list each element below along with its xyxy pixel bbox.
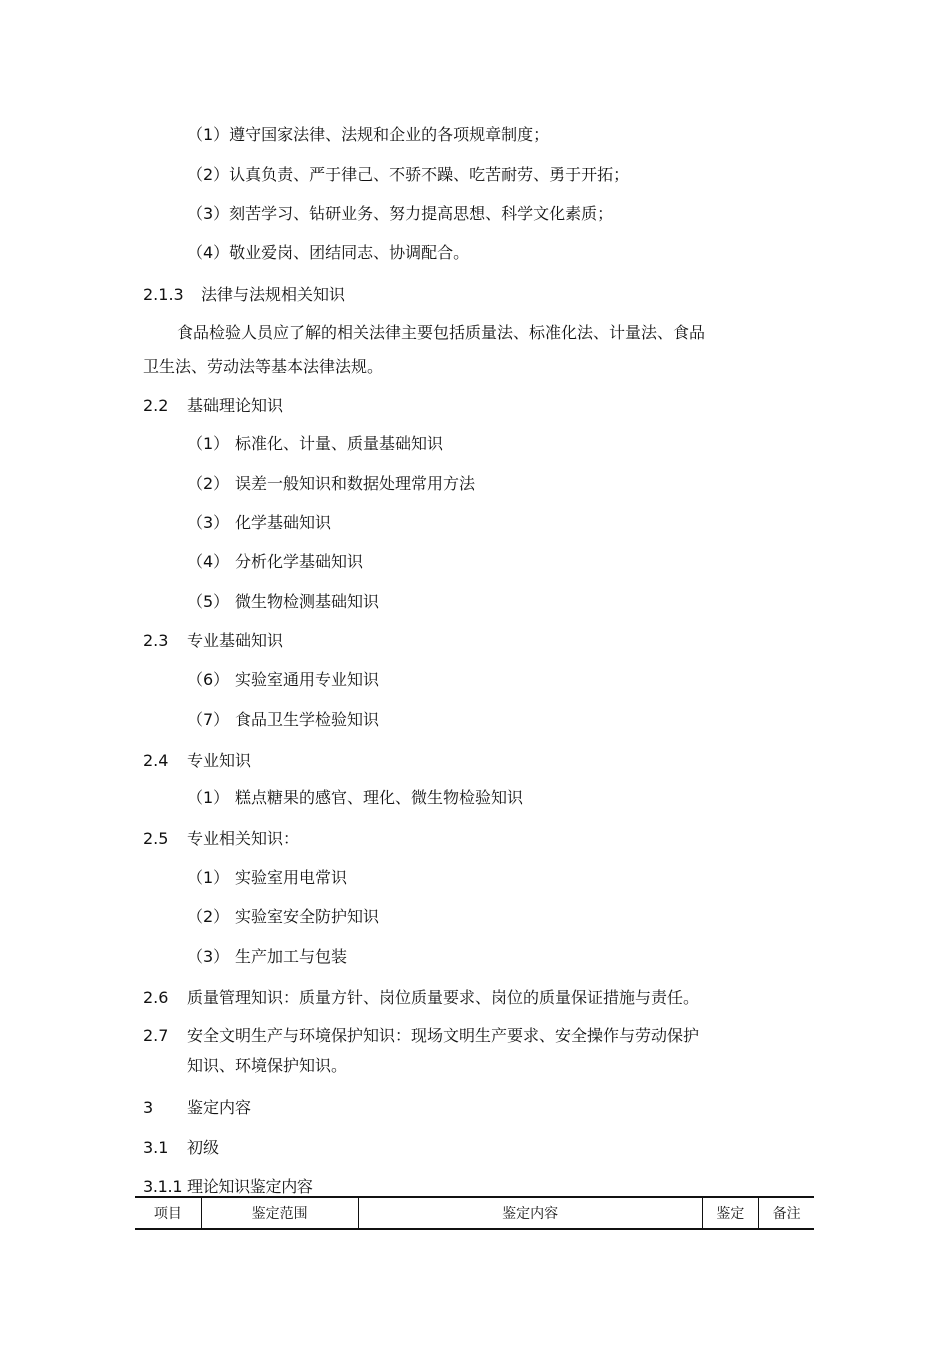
list-item: （6） 实验室通用专业知识 — [187, 670, 380, 689]
section-title: 专业相关知识： — [187, 829, 300, 848]
list-item: （3） 化学基础知识 — [187, 513, 332, 532]
section-title: 初级 — [187, 1138, 220, 1157]
section-heading — [143, 751, 251, 771]
section-heading — [143, 1026, 699, 1046]
section-title: 法律与法规相关知识 — [201, 285, 346, 304]
section-heading — [143, 829, 299, 849]
section-title: 专业基础知识 — [187, 631, 284, 650]
paragraph-line: 卫生法、劳动法等基本法律法规。 — [143, 357, 384, 376]
section-heading — [143, 631, 283, 651]
list-item: （3） 生产加工与包装 — [187, 947, 348, 966]
section-title: 鉴定内容 — [187, 1098, 252, 1117]
table-caption: 3.1.1 理论知识鉴定内容 — [143, 1177, 313, 1196]
section-number: 3 — [143, 1098, 154, 1117]
section-number: 2.7 — [143, 1026, 169, 1045]
table-header-cell: 备注 — [759, 1197, 814, 1229]
list-item: （4） 分析化学基础知识 — [187, 552, 364, 571]
section-number: 2.4 — [143, 751, 169, 770]
section-number: 2.2 — [143, 396, 169, 415]
section-number: 2.6 — [143, 988, 169, 1007]
table-header-cell: 鉴定内容 — [358, 1197, 702, 1229]
list-item: （1）遵守国家法律、法规和企业的各项规章制度； — [187, 125, 550, 144]
paragraph-line: 食品检验人员应了解的相关法律主要包括质量法、标准化法、计量法、食品 — [177, 323, 706, 342]
section-number: 2.5 — [143, 829, 169, 848]
list-item: （2） 误差一般知识和数据处理常用方法 — [187, 474, 476, 493]
section-heading — [143, 285, 345, 305]
table-header-cell: 鉴定范围 — [201, 1197, 358, 1229]
paragraph-line: 知识、环境保护知识。 — [187, 1056, 348, 1075]
list-item: （7） 食品卫生学检验知识 — [187, 710, 380, 729]
table-header-row — [135, 1197, 814, 1229]
list-item: （1） 糕点糖果的感官、理化、微生物检验知识 — [187, 788, 524, 807]
table-header-cell: 鉴定 — [702, 1197, 759, 1229]
list-item: （2）认真负责、严于律己、不骄不躁、吃苦耐劳、勇于开拓； — [187, 165, 630, 184]
section-number: 2.3 — [143, 631, 169, 650]
section-heading — [143, 988, 699, 1008]
list-item: （1） 标准化、计量、质量基础知识 — [187, 434, 444, 453]
section-title: 专业知识 — [187, 751, 252, 770]
assessment-table — [135, 1196, 814, 1230]
section-heading — [143, 1138, 219, 1158]
list-item: （3）刻苦学习、钻研业务、努力提高思想、科学文化素质； — [187, 204, 614, 223]
list-item: （5） 微生物检测基础知识 — [187, 592, 380, 611]
section-title: 质量管理知识：质量方针、岗位质量要求、岗位的质量保证措施与责任。 — [187, 988, 700, 1007]
section-heading — [143, 1098, 251, 1118]
section-title: 基础理论知识 — [187, 396, 284, 415]
list-item: （1） 实验室用电常识 — [187, 868, 348, 887]
section-number: 3.1 — [143, 1138, 169, 1157]
section-title: 安全文明生产与环境保护知识：现场文明生产要求、安全操作与劳动保护 — [187, 1026, 700, 1045]
section-number: 2.1.3 — [143, 285, 184, 304]
list-item: （2） 实验室安全防护知识 — [187, 907, 380, 926]
section-heading — [143, 396, 283, 416]
list-item: （4）敬业爱岗、团结同志、协调配合。 — [187, 243, 470, 262]
table-header-cell: 项目 — [135, 1197, 201, 1229]
